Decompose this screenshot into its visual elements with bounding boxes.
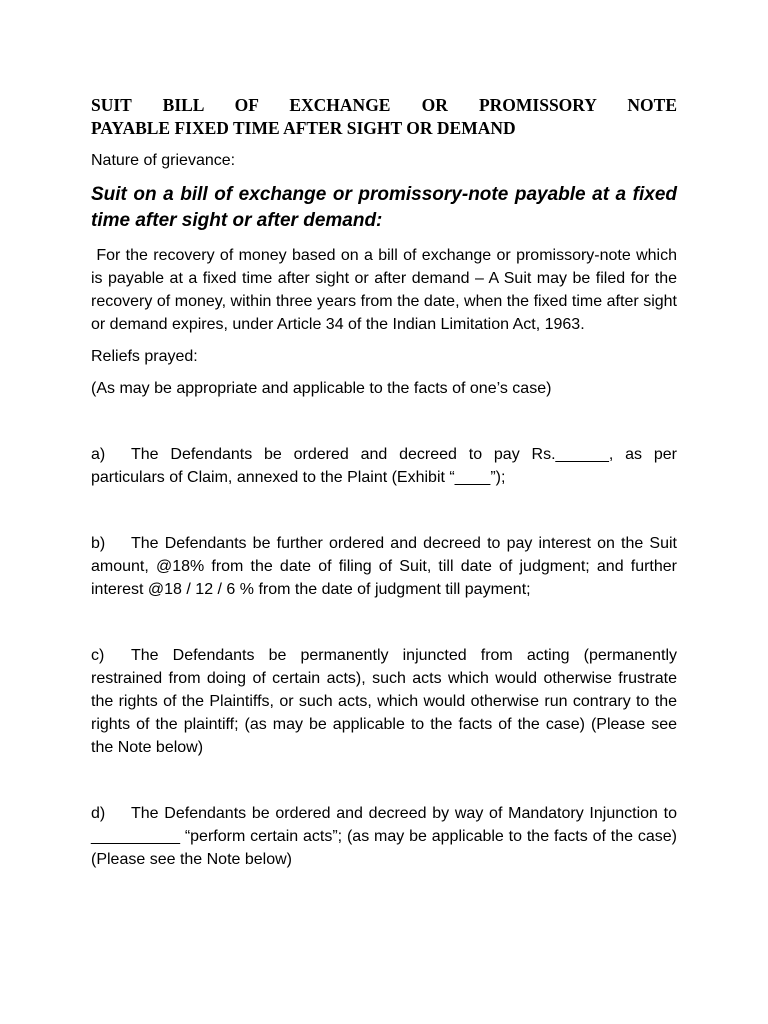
intro-paragraph (91, 244, 677, 336)
relief-text: The Defendants be further ordered and decreed to pay interest on the Suit amount, @18% from the date of filing of Suit, till date of judgment; and further interest @18 / 12 / 6 % from the date of judgment till payment; (91, 535, 677, 598)
document-title-line-1: SUIT BILL OF EXCHANGE OR PROMISSORY NOTE (91, 95, 677, 115)
document-title-line-2: PAYABLE FIXED TIME AFTER SIGHT OR DEMAND (91, 118, 516, 138)
nature-of-grievance-label: Nature of grievance: (91, 152, 236, 169)
intro-text: For the recovery of money based on a bill of exchange or promissory-note which is payable at a fixed time after sight or after demand – A Suit may be filed for the recovery of money, within three years from the date, when the fixed time after sight or demand expires, under Article 34 of the Indian Limitation Act, 1963. (91, 247, 678, 333)
relief-letter: b) (91, 535, 106, 552)
relief-letter: c) (91, 647, 105, 664)
relief-text: The Defendants be permanently injuncted from acting (permanently restrained from doing of certain acts), such acts which would otherwise frustrate the rights of the Plaintiffs, or such acts, which would otherwise run contrary to the rights of the plaintiff; (as may be applicable to the facts of the case) (Please see the Note below) (91, 647, 677, 756)
relief-item-d (91, 802, 677, 871)
suit-subheading: Suit on a bill of exchange or promissory-note payable at a fixed time after sight or after demand: (91, 184, 677, 231)
document-page (91, 94, 677, 871)
relief-letter: a) (91, 446, 106, 463)
document-title (91, 94, 677, 140)
relief-text: The Defendants be ordered and decreed to pay Rs.______, as per particulars of Claim, annexed to the Plaint (Exhibit “____”); (91, 446, 677, 486)
relief-item-a (91, 443, 677, 489)
relief-text: The Defendants be ordered and decreed by way of Mandatory Injunction to __________ “perform certain acts”; (as may be applicable to the facts of the case) (Please see the Note below) (91, 805, 677, 868)
reliefs-note: (As may be appropriate and applicable to the facts of one’s case) (91, 380, 552, 397)
relief-item-b (91, 532, 677, 601)
reliefs-prayed-label: Reliefs prayed: (91, 348, 198, 365)
relief-letter: d) (91, 805, 106, 822)
relief-item-c (91, 644, 677, 759)
